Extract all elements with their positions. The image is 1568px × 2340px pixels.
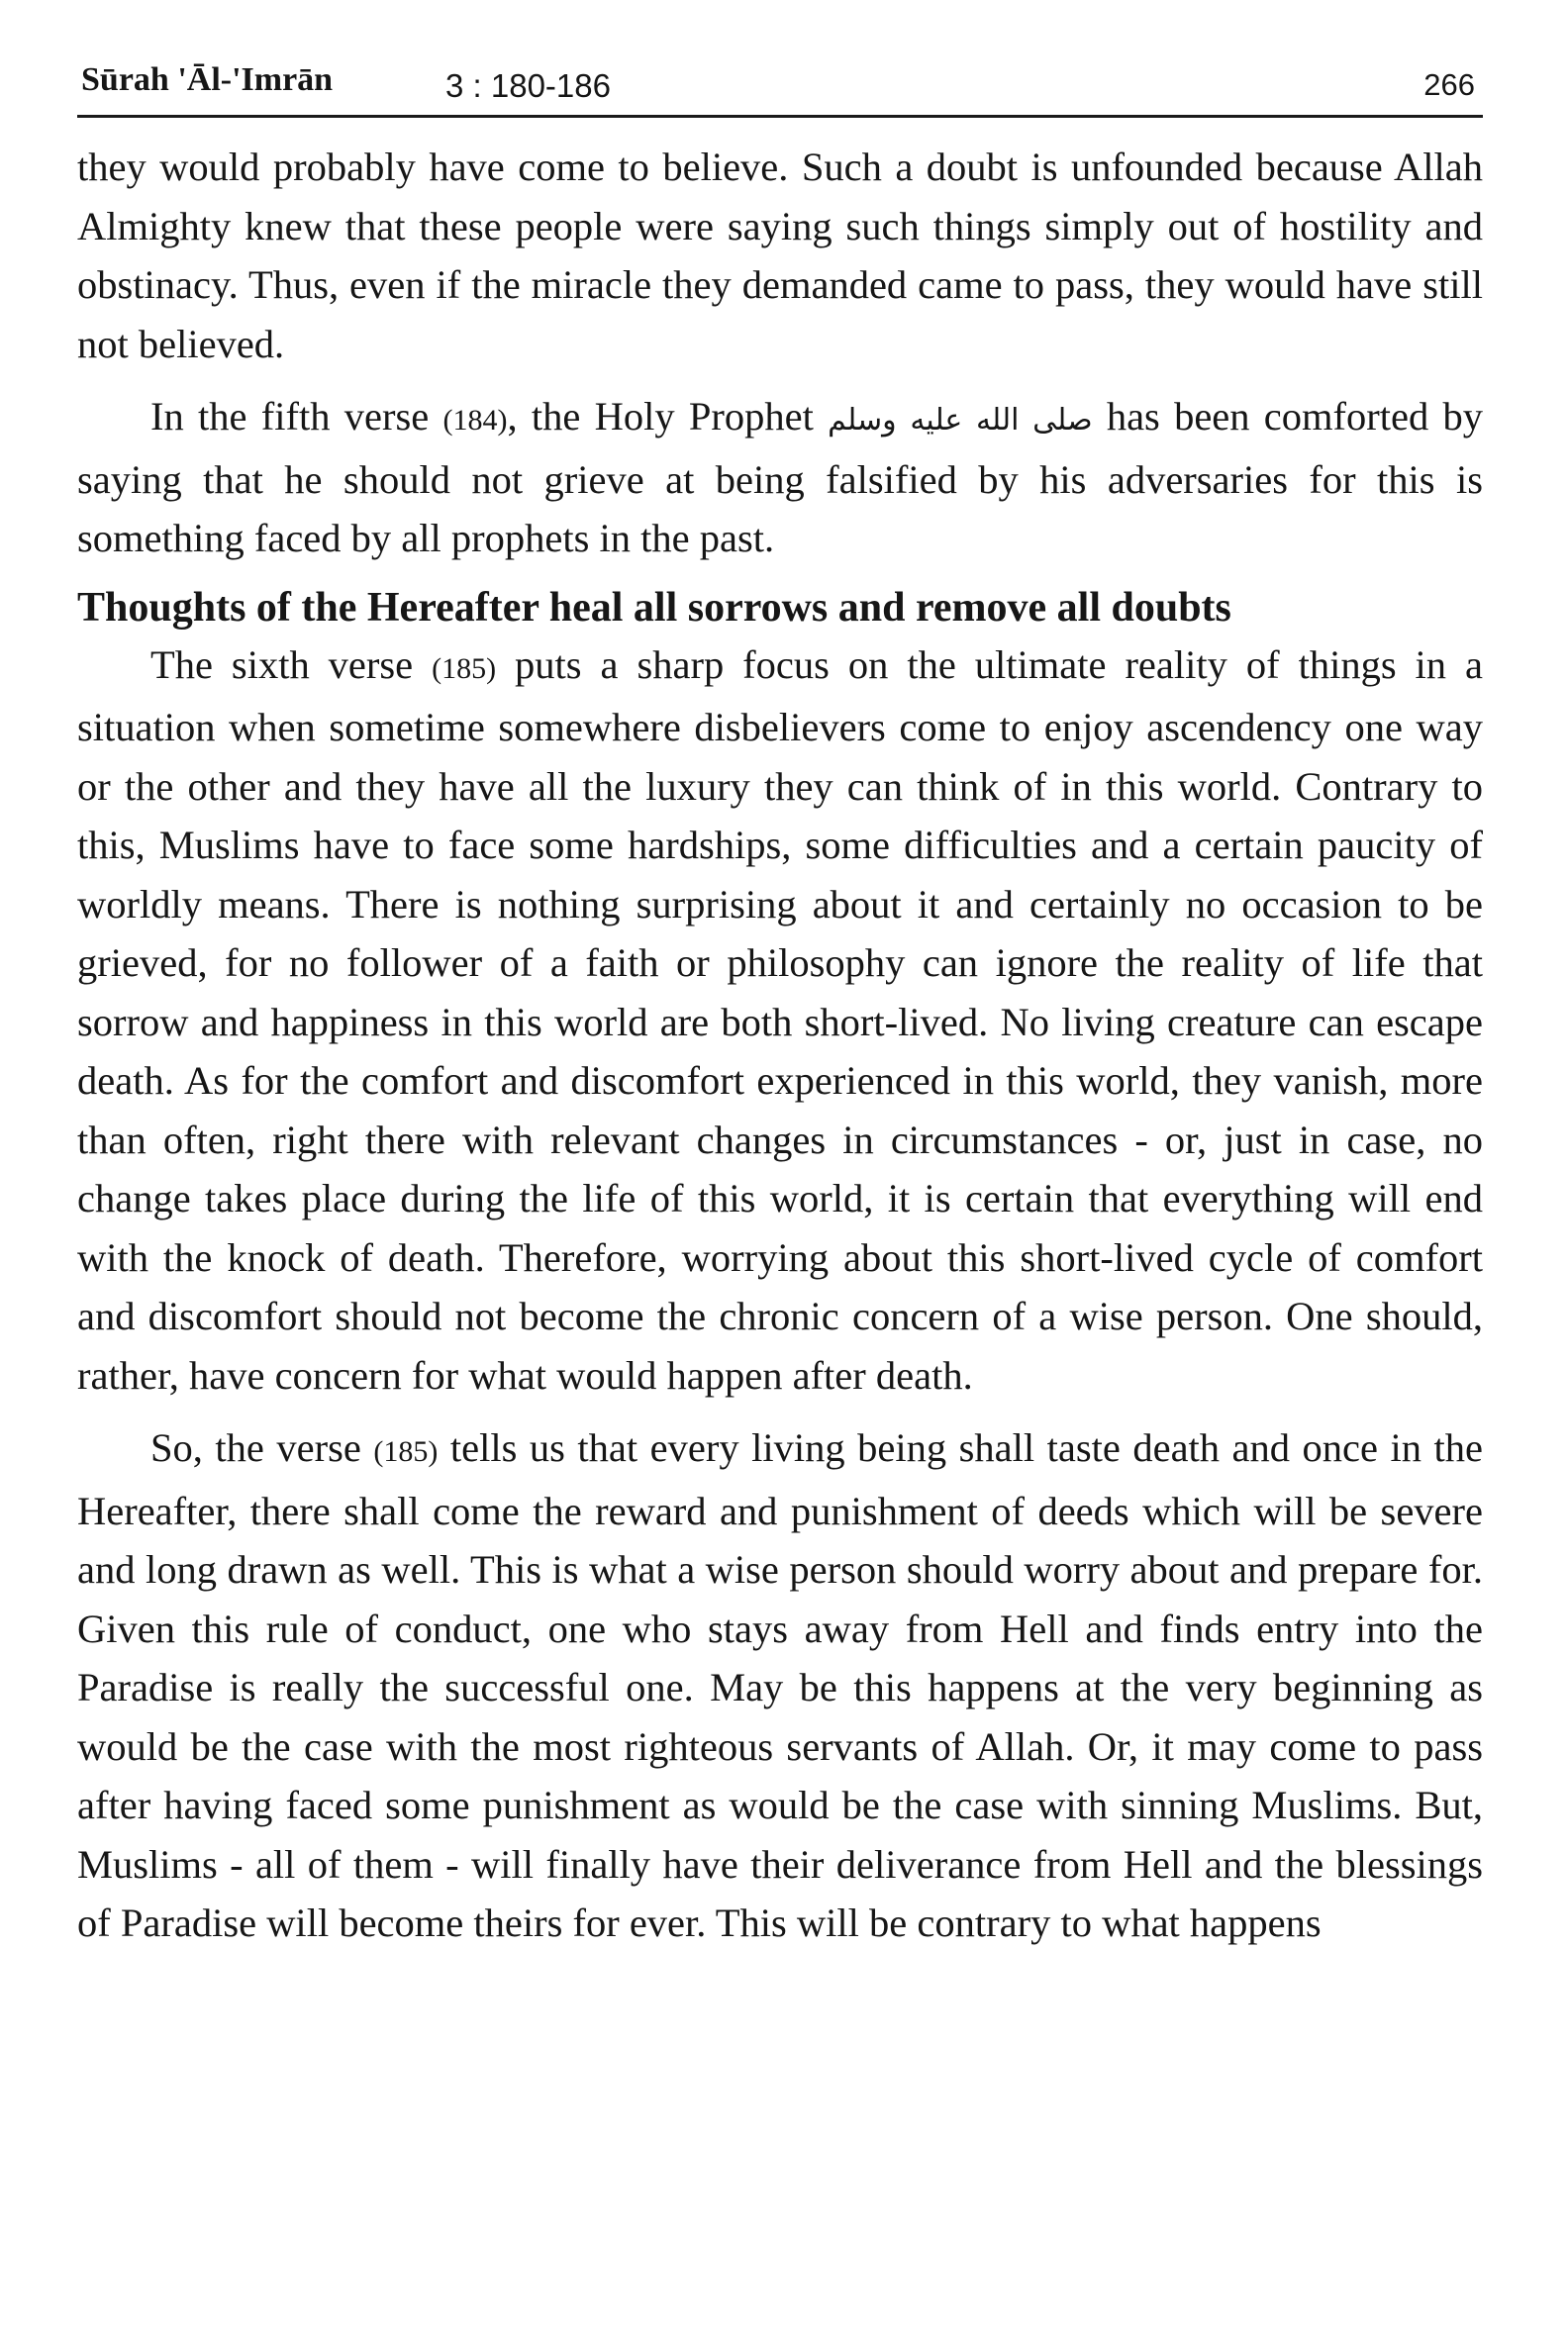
verse-reference: (185) [432,651,497,685]
arabic-salutation: صلى الله عليه وسلم [828,403,1093,438]
paragraph-fifth-verse [77,387,1483,568]
paragraph-sixth-verse [77,635,1483,1406]
page-number: 266 [1423,67,1475,102]
paragraph-continued [77,138,1483,373]
running-header [77,55,1483,118]
book-page [77,55,1483,2292]
surah-title: Sūrah 'Āl-'Imrān [81,61,334,98]
verse-range: 3 : 180-186 [445,67,611,104]
paragraph-text: In the fifth verse [150,394,443,439]
paragraph-text: So, the verse [150,1425,374,1470]
paragraph-text: , the Holy Prophet [507,394,829,439]
paragraph-text: they would probably have come to believe. Such a doubt is unfounded because Allah Almighty knew that these people were saying such things simply out of hostility and obstinacy. Thus, even if the miracle they demanded came to pass, they would have still not believed. [77,145,1483,366]
paragraph-text: tells us that every living being shall taste death and once in the Hereafter, there shall come the reward and punishment of deeds which will be severe and long drawn as well. This is what a wise person should worry about and prepare for. Given this rule of conduct, one who stays away from Hell and finds entry into the Paradise is really the successful one. May be this happens at the very beginning as would be the case with the most righteous servants of Allah. Or, it may come to pass after having faced some punishment as would be the case with sinning Muslims. But, Muslims - all of them - will finally have their deliverance from Hell and the blessings of Paradise will become theirs for ever. This will be contrary to what happens [77,1425,1484,1945]
body-text [77,138,1483,1953]
verse-reference: (185) [373,1435,439,1468]
paragraph-verse-185 [77,1418,1483,1953]
verse-reference: (184) [442,404,508,437]
paragraph-text: puts a sharp focus on the ultimate reality of things in a situation when sometime somewhere disbelievers come to enjoy ascendency one way or the other and they have all the luxury they can think of in this world. Contrary to this, Muslims have to face some hardships, some difficulties and a certain paucity of worldly means. There is nothing surprising about it and certainly no occasion to be grieved, for no follower of a faith or philosophy can ignore the reality of life that sorrow and happiness in this world are both short-lived. No living creature can escape death. As for the comfort and discomfort experienced in this world, they vanish, more than often, right there with relevant changes in circumstances - or, just in case, no change takes place during the life of this world, it is certain that everything will end with the knock of death. Therefore, worrying about this short-lived cycle of comfort and discomfort should not become the chronic concern of a wise person. One should, rather, have concern for what would happen after death. [77,641,1483,1398]
section-heading: Thoughts of the Hereafter heal all sorrows and remove all doubts [77,584,1231,631]
paragraph-text: has been comforted by saying that he should not grieve at being falsified by his adversaries for this is something faced by all prophets in the past. [77,394,1484,560]
paragraph-text: The sixth verse [150,641,433,687]
